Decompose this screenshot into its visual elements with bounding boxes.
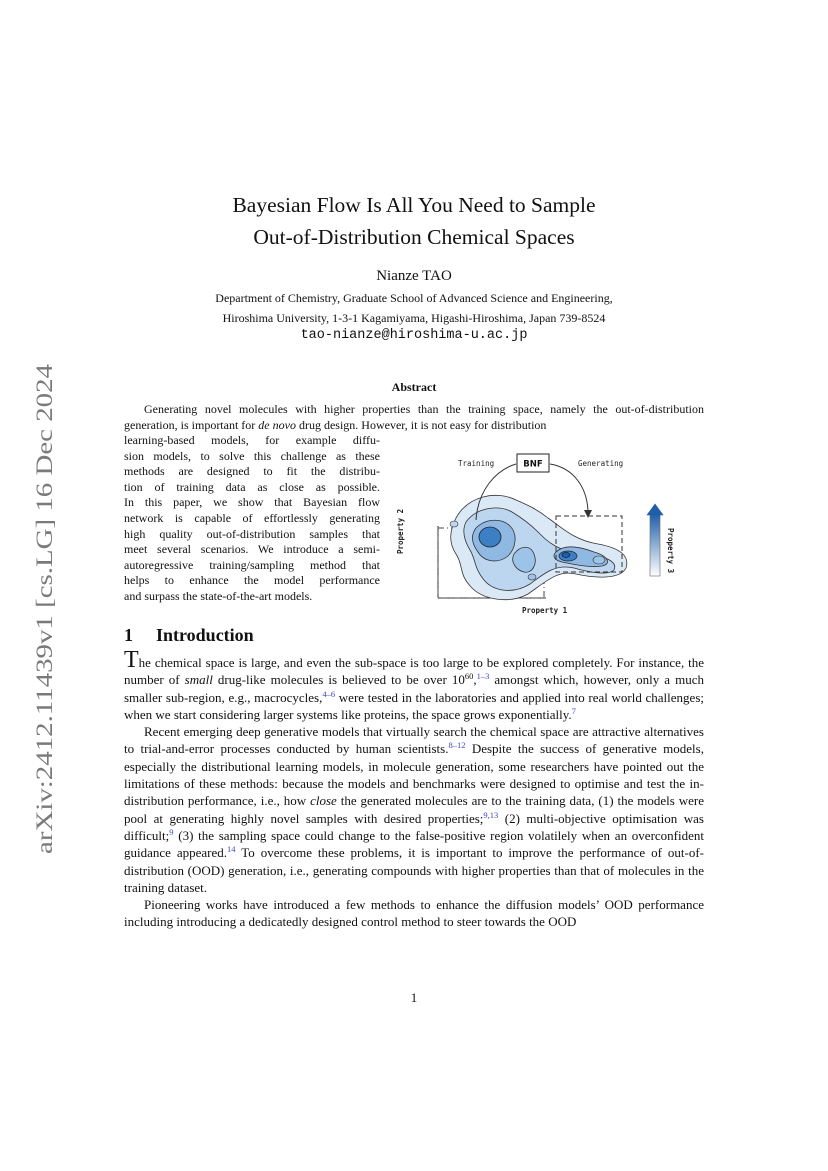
arxiv-identifier: arXiv:2412.11439v1 [cs.LG] 16 Dec 2024 — [32, 455, 58, 854]
arxiv-identifier-stamp — [22, 358, 62, 858]
abstract-line: network is capable of effortlessly generating — [124, 510, 380, 525]
page-number: 1 — [410, 990, 418, 1005]
abstract-line: learning-based models, for example diffu- — [124, 433, 380, 447]
section-number: 1 — [124, 625, 133, 645]
y-axis-label: Property 2 — [396, 508, 405, 554]
citation-link[interactable]: 8–12 — [448, 740, 466, 751]
abstract-wrapped-text — [124, 433, 380, 605]
abstract-line: sion models, to solve this challenge as these — [124, 448, 380, 463]
citation-link[interactable]: 7 — [571, 705, 576, 716]
abstract-line: In this paper, we show that Bayesian flow — [124, 495, 380, 510]
abstract-line: meet several scenarios. We introduce a semi- — [124, 542, 380, 557]
author-email[interactable]: tao-nianze@hiroshima-u.ac.jp — [300, 328, 528, 343]
affiliation-line-1: Department of Chemistry, Graduate School of Advanced Science and Engineering, — [215, 291, 613, 305]
figure-graphic — [398, 448, 688, 620]
citation-link[interactable]: 14 — [227, 844, 236, 855]
citation-link[interactable]: 9,13 — [483, 809, 499, 820]
section-title: Introduction — [156, 625, 254, 645]
citation-link[interactable]: 4–6 — [322, 688, 336, 699]
x-axis-label: Property 1 — [522, 606, 568, 615]
generating-arrow — [550, 464, 588, 514]
density-contours — [450, 495, 627, 599]
introduction-body — [124, 647, 704, 931]
training-label: Training — [458, 459, 495, 468]
abstract-figure — [398, 448, 688, 620]
paragraph-3: Pioneering works have introduced a few methods to enhance the diffusion models’ OOD performance including introducing a dedicatedly designed control method to steer towards the OOD — [124, 897, 704, 930]
abstract-line: high quality out-of-distribution samples that — [124, 526, 380, 541]
paper-title — [0, 189, 828, 253]
author-name: Nianze TAO — [376, 268, 452, 284]
bnf-label: BNF — [523, 459, 543, 470]
paragraph-2: Recent emerging deep generative models that virtually search the chemical space are attractive alternatives to trial-and-error processes conducted by human scientists.$^{8-12}$ Despite the success of generative models, especially the distributional learning models, in molecule generation, some researchers have pointed out the limitations of these methods: because the models and benchmarks were designed to optimise and test the in-distribution performance, i.e., how close the generated molecules are to the training data, (1) the models were pool at generating highly novel samples with desired properties;$^{9,13}$ (2) multi-objective optimisation was difficult;$^9$ (3) the sampling space could change to the false-positive region volatilely when an overconfident guidance appeared.$^{14}$ To overcome these problems, it is important to improve the performance of out-of-distribution (OOD) generation, i.e., generating compounds with higher properties than that of molecules in the training dataset. — [124, 724, 704, 895]
citation-link[interactable]: 9 — [169, 826, 174, 837]
paper-title-line-1: Bayesian Flow Is All You Need to Sample — [232, 193, 596, 217]
abstract-line: autoregressive training/sampling method that — [124, 557, 380, 572]
abstract-line: methods are designed to fit the distribu- — [124, 464, 380, 479]
paragraph-1: The chemical space is large, and even the sub-space is too large to be explored completely. For instance, the number of small drug-like molecules is believed to be over $10^{60},^{1-3}$ amongst which, however, only a much smaller sub-region, e.g., macrocycles,$^{4-6}$ were tested in the laboratories and applied into real world challenges; when we start considering larger systems like proteins, the space grows exponentially.$^7$ — [124, 647, 704, 722]
abstract-heading: Abstract — [391, 380, 437, 394]
abstract-full-width: Generating novel molecules with higher properties than the training space, namely the out-of-distribution generation, is important for de novo drug design. However, it is not easy for distribution — [124, 402, 704, 432]
colorbar — [650, 514, 660, 576]
paper-title-line-2: Out-of-Distribution Chemical Spaces — [253, 225, 575, 249]
abstract-line: tion of training data as close as possible. — [124, 479, 380, 494]
affiliation-line-2: Hiroshima University, 1-3-1 Kagamiyama, Higashi-Hiroshima, Japan 739-8524 — [222, 311, 606, 325]
generating-label: Generating — [578, 459, 624, 468]
section-heading-introduction — [124, 625, 254, 646]
abstract-line: helps to enhance the model performance — [124, 573, 380, 588]
colorbar-label: Property 3 — [666, 528, 675, 574]
contour-core-left — [479, 527, 501, 547]
citation-link[interactable]: 1–3 — [476, 671, 490, 682]
abstract-line: and surpass the state-of-the-art models. — [124, 588, 313, 603]
